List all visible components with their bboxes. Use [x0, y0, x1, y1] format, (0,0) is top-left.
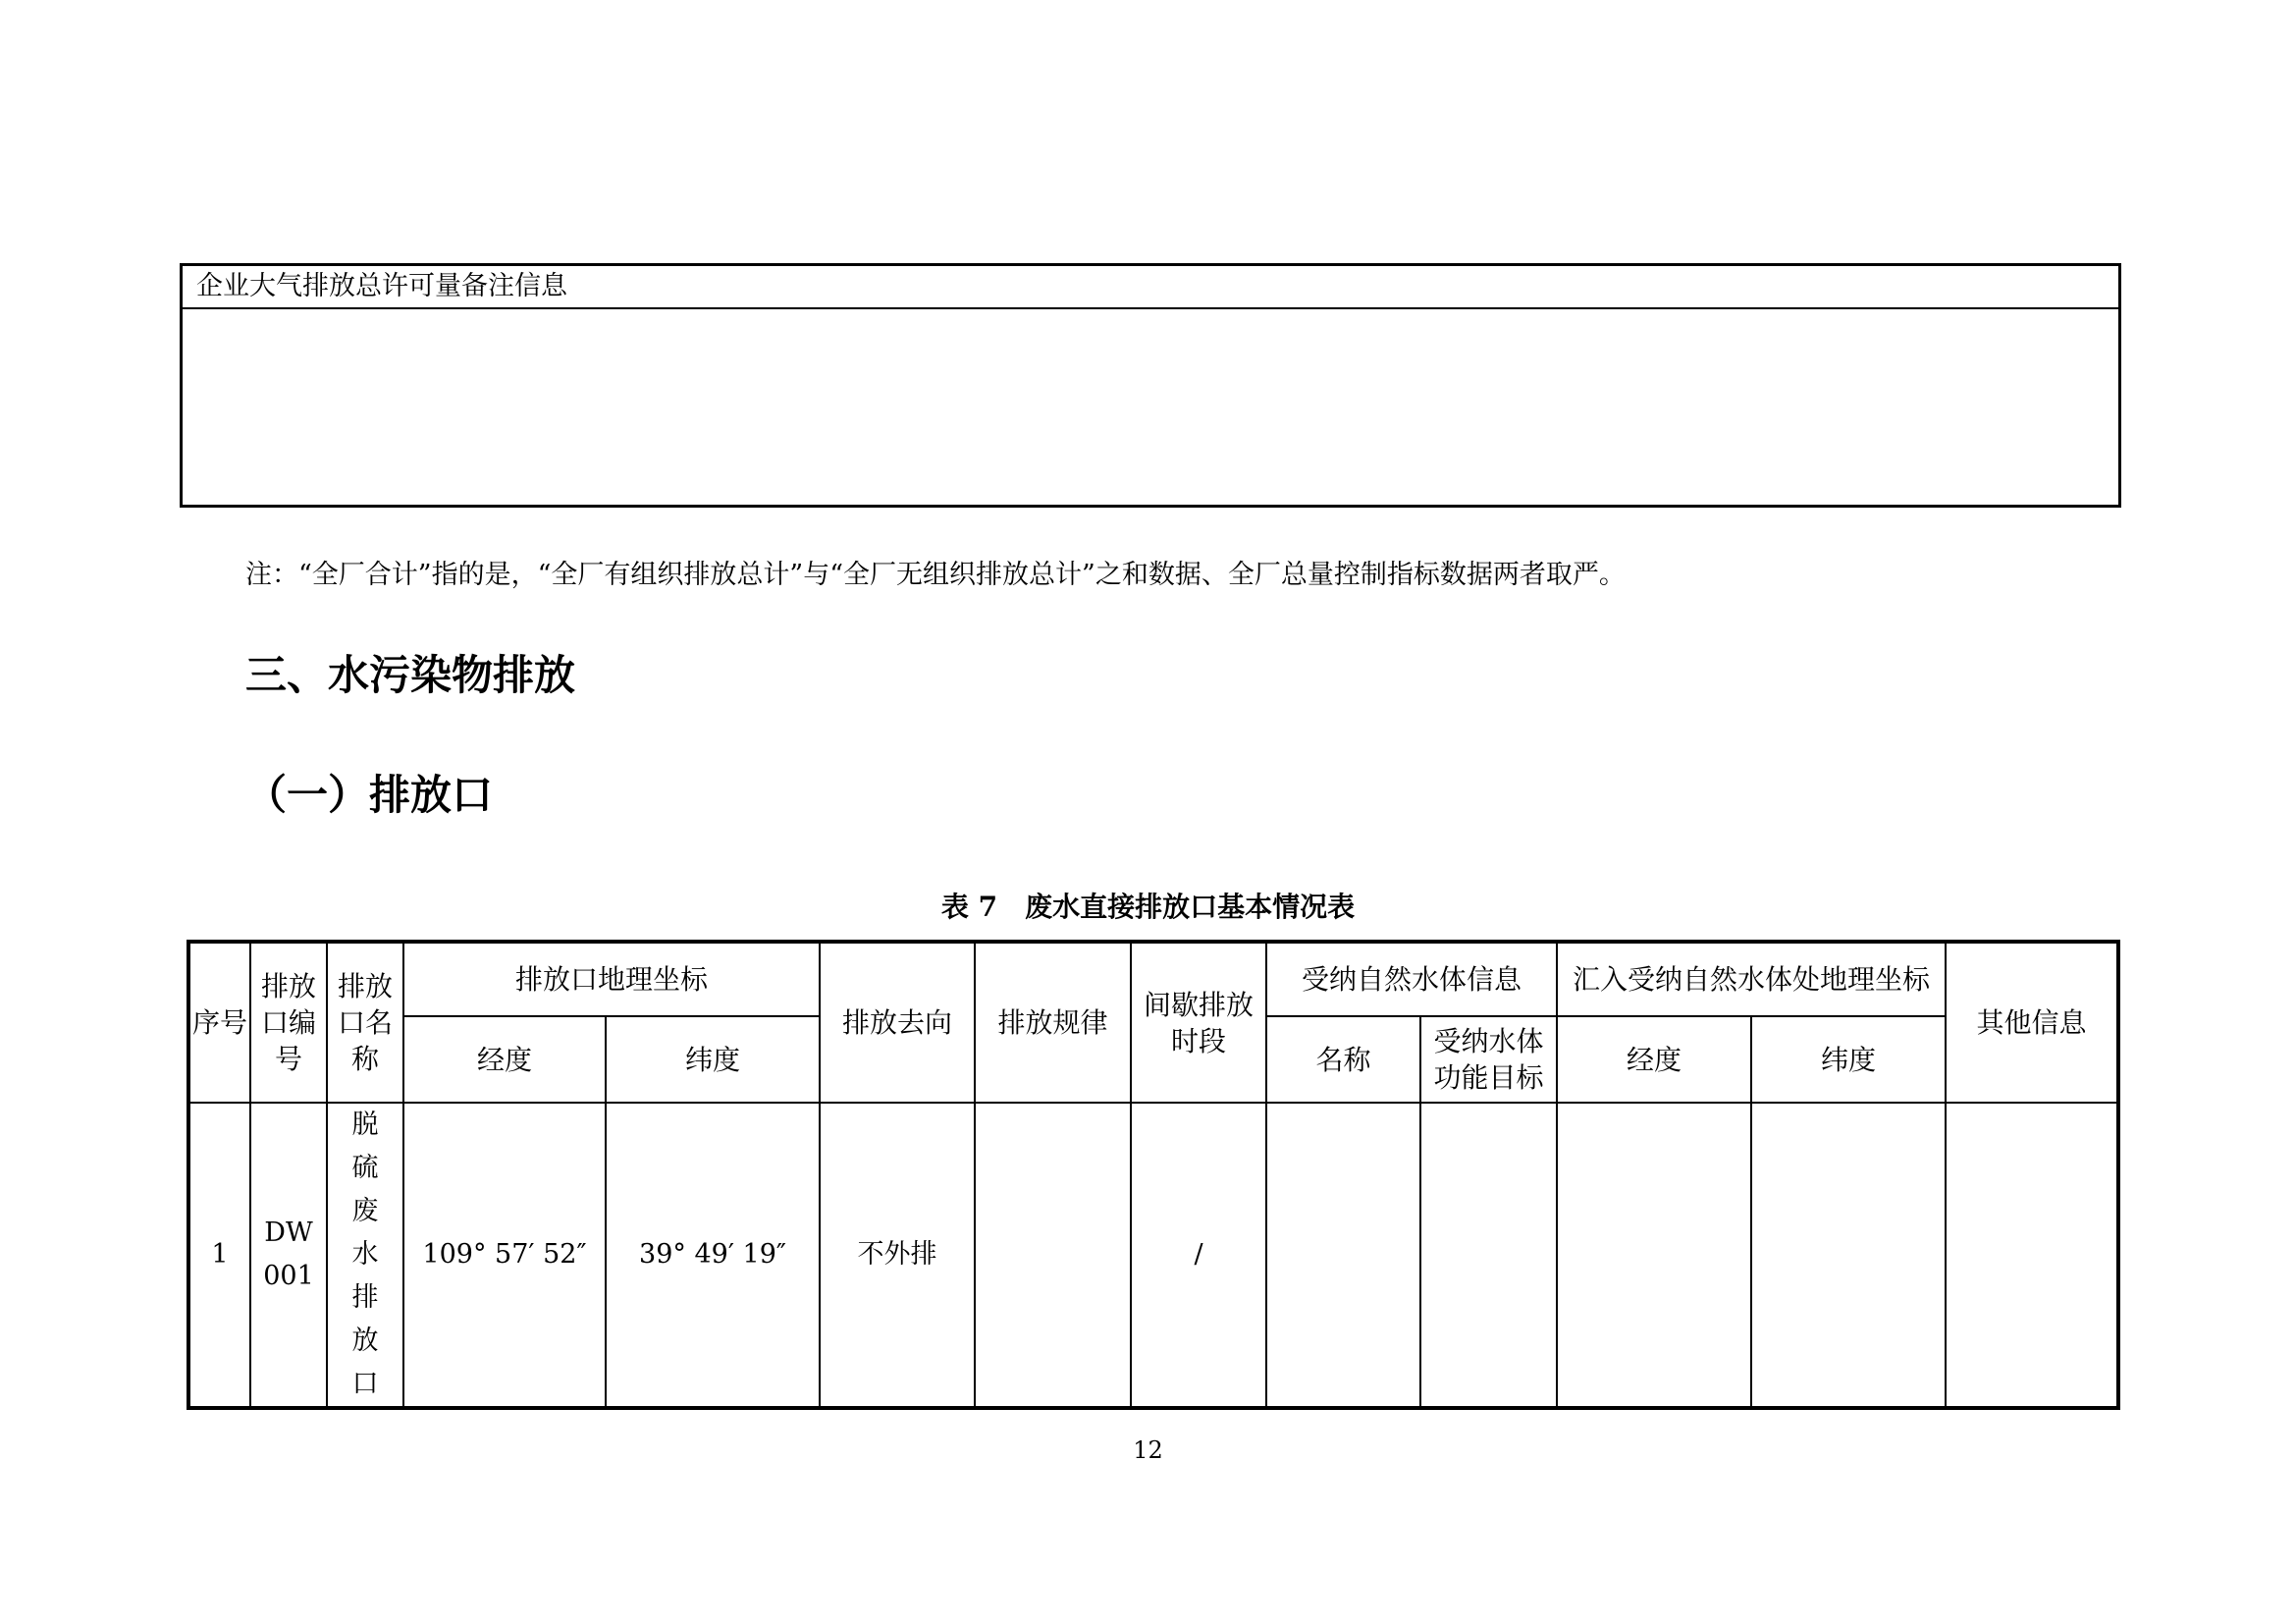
header-outlet-name: 排放口名称 [327, 942, 403, 1103]
header-receiving-water-info: 受纳自然水体信息 [1266, 942, 1557, 1016]
table-caption: 表 7 废水直接排放口基本情况表 [940, 891, 1356, 923]
cell-water-function-target [1420, 1103, 1557, 1408]
header-latitude: 纬度 [606, 1016, 820, 1103]
cell-pattern [975, 1103, 1131, 1408]
cell-inflow-latitude [1751, 1103, 1946, 1408]
remark-box-header: 企业大气排放总许可量备注信息 [183, 266, 2118, 309]
subsection-heading: （一）排放口 [245, 771, 494, 819]
cell-longitude: 109° 57′ 52″ [403, 1103, 606, 1408]
remark-box-content [183, 309, 2118, 504]
header-intermittent-period: 间歇排放时段 [1131, 942, 1266, 1103]
header-water-name: 名称 [1266, 1016, 1420, 1103]
cell-outlet-code: DW001 [250, 1103, 327, 1408]
cell-latitude: 39° 49′ 19″ [606, 1103, 820, 1408]
header-geo-coords: 排放口地理坐标 [403, 942, 820, 1016]
header-inflow-longitude: 经度 [1557, 1016, 1751, 1103]
cell-inflow-longitude [1557, 1103, 1751, 1408]
header-water-function-target: 受纳水体功能目标 [1420, 1016, 1557, 1103]
page-number: 12 [1133, 1436, 1163, 1464]
table-note: 注：“全厂合计”指的是，“全厂有组织排放总计”与“全厂无组织排放总计”之和数据、全厂总量控制指标数据两者取严。 [245, 560, 1626, 590]
wastewater-outlet-table [187, 940, 2120, 1410]
cell-other-info [1946, 1103, 2118, 1408]
header-pattern: 排放规律 [975, 942, 1131, 1103]
cell-water-name [1266, 1103, 1420, 1408]
outlet-name-text: 脱硫废水排放口 [351, 1110, 379, 1399]
header-outlet-code: 排放口编号 [250, 942, 327, 1103]
cell-outlet-name [327, 1103, 403, 1408]
remark-box [180, 263, 2121, 508]
header-seq: 序号 [188, 942, 250, 1103]
cell-destination: 不外排 [820, 1103, 975, 1408]
section-heading: 三、水污染物排放 [245, 651, 576, 699]
cell-intermittent-period: / [1131, 1103, 1266, 1408]
header-inflow-coords: 汇入受纳自然水体处地理坐标 [1557, 942, 1946, 1016]
header-inflow-latitude: 纬度 [1751, 1016, 1946, 1103]
table-row [188, 1103, 2118, 1408]
header-longitude: 经度 [403, 1016, 606, 1103]
header-destination: 排放去向 [820, 942, 975, 1103]
header-other-info: 其他信息 [1946, 942, 2118, 1103]
cell-seq: 1 [188, 1103, 250, 1408]
